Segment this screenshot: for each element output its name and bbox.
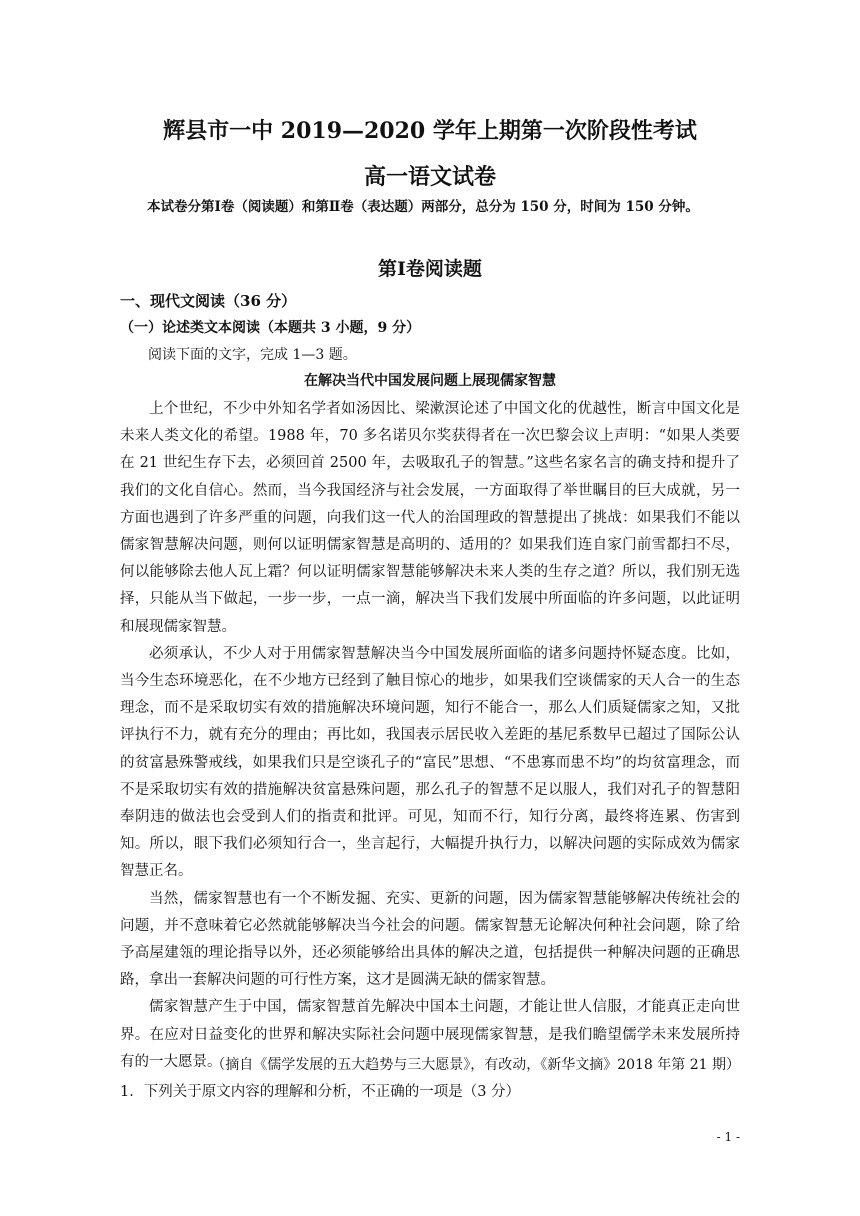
article-paragraph: 上个世纪，不少中外知名学者如汤因比、梁漱溟论述了中国文化的优越性，断言中国文化是未来人类文化的希望。1988 年，70 多名诺贝尔奖获得者在一次巴黎会议上声明：“如果人类要在 21 世纪生存下去，必须回首 2500 年，去吸取孔子的智慧。”这些名家名言的确支持和提升了我们的文化自信心。然而，当今我国经济与社会发展，一方面取得了举世瞩目的巨大成就，另一方面也遇到了许多严重的问题，向我们这一代人的治国理政的智慧提出了挑战：如果我们不能以儒家智慧解决问题，则何以证明儒家智慧是高明的、适用的？如果我们连自家门前雪都扫不尽，何以能够除去他人瓦上霜？何以证明儒家智慧能够解决未来人类的生存之道？所以，我们别无选择，只能从当下做起，一步一步，一点一滴，解决当下我们发展中所面临的许多问题，以此证明和展现儒家智慧。: [120, 401, 740, 635]
part1-heading: 一、现代文阅读（36 分）: [120, 292, 297, 310]
article-paragraph: 儒家智慧产生于中国，儒家智慧首先解决中国本土问题，才能让世人信服，才能真正走向世界。在应对日益变化的世界和解决实际社会问题中展现儒家智慧，是我们瞻望儒学未来发展所持有的一大愿景。: [120, 999, 740, 1070]
exam-subtitle: 高一语文试卷: [363, 164, 496, 190]
reading-instruction: 阅读下面的文字，完成 1—3 题。: [148, 347, 357, 363]
article-body: [120, 396, 740, 1076]
article-title: 在解决当代中国发展问题上展现儒家智慧: [304, 373, 556, 389]
article-paragraph: 当然，儒家智慧也有一个不断发掘、充实、更新的问题，因为儒家智慧能够解决传统社会的问题，并不意味着它必然就能够解决当今社会的问题。儒家智慧无论解决何种社会问题，除了给予高屋建瓴的理论指导以外，还必须能够给出具体的解决之道，包括提供一种解决问题的正确思路，拿出一套解决问题的可行性方案，这才是圆满无缺的儒家智慧。: [120, 890, 740, 989]
exam-intro: 本试卷分第Ⅰ卷（阅读题）和第Ⅱ卷（表达题）两部分，总分为 150 分，时间为 150 分钟。: [147, 199, 699, 215]
part1-subheading: （一）论述类文本阅读（本题共 3 小题，9 分）: [120, 320, 421, 336]
article-paragraph: 必须承认，不少人对于用儒家智慧解决当今中国发展所面临的诸多问题持怀疑态度。比如，当今生态环境恶化，在不少地方已经到了触目惊心的地步，如果我们空谈儒家的天人合一的生态理念，而不是采取切实有效的措施解决环境问题，知行不能合一，那么人们质疑儒家之知，又批评执行不力，就有充分的理由；再比如，我国表示居民收入差距的基尼系数早已超过了国际公认的贫富悬殊警戒线，如果我们只是空谈孔子的“富民”思想、“不患寡而患不均”的均贫富理念，而不是采取切实有效的措施解决贫富悬殊问题，那么孔子的智慧不足以服人，我们对孔子的智慧阳奉阴违的做法也会受到人们的指责和批评。可见，知而不行，知行分离，最终将连累、伤害到知。所以，眼下我们必须知行合一，坐言起行，大幅提升执行力，以解决问题的实际成效为儒家智慧正名。: [120, 645, 740, 880]
page-number: - 1 -: [716, 1130, 740, 1144]
exam-title: 辉县市一中 2019—2020 学年上期第一次阶段性考试: [163, 118, 697, 144]
article-source: （摘自《儒学发展的五大趋势与三大愿景》，有改动，《新华文摘》2018 年第 21 期）: [211, 1057, 740, 1073]
question-1: 1．下列关于原文内容的理解和分析，不正确的一项是（3 分）: [120, 1084, 521, 1100]
section-title: 第Ⅰ卷阅读题: [378, 258, 482, 280]
